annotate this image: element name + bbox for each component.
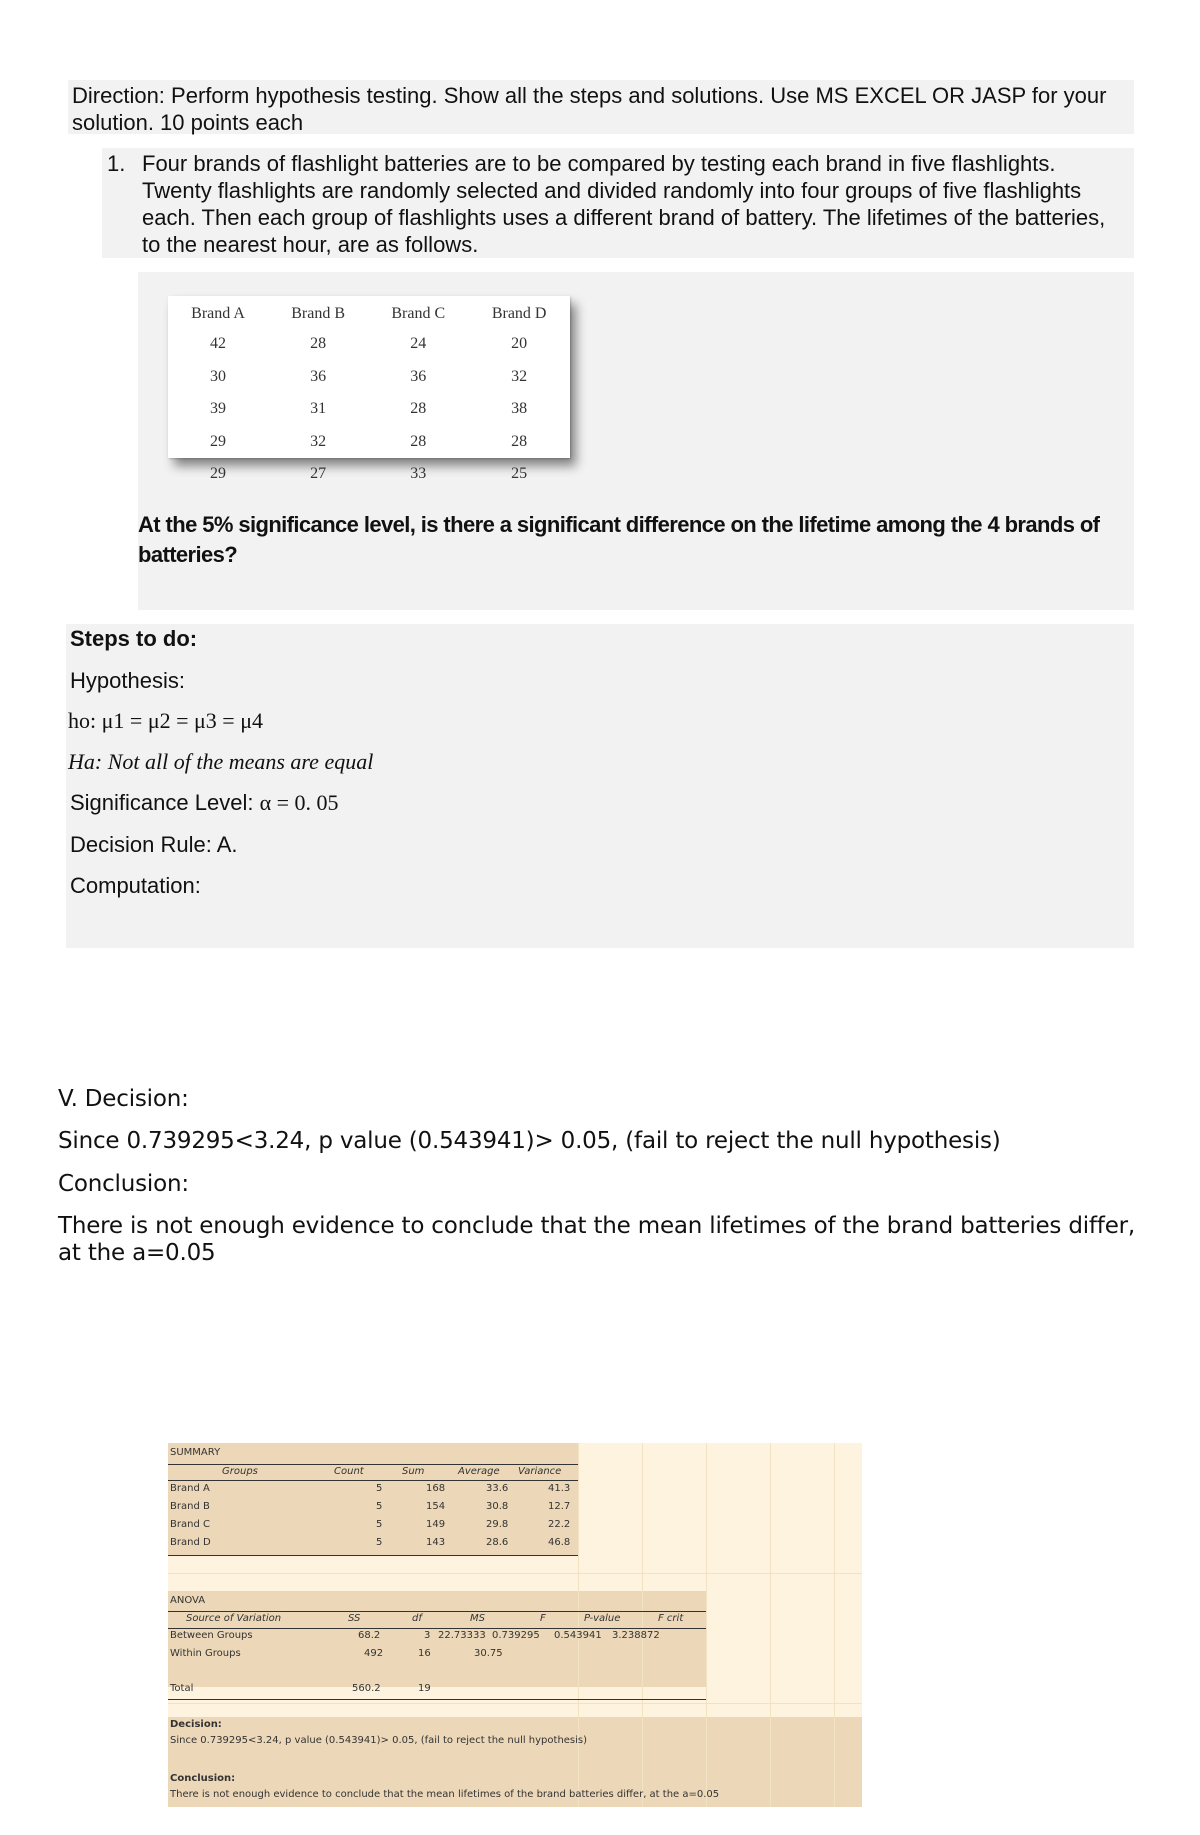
cell: 30: [210, 367, 227, 385]
summary-header-variance: Variance: [518, 1466, 562, 1477]
summary-sum: 149: [426, 1519, 446, 1530]
anova-row-fcrit: 3.238872: [612, 1630, 660, 1641]
cell: 28: [410, 432, 427, 450]
question-text: Four brands of flashlight batteries are to be compared by testing each brand in five flashlights. Twenty flashlights are randomly selected and divided randomly into four groups of five flashlights each. Then each group of flashlights uses a different brand of battery. The lifetimes of the batteries, to the nearest hour, are as follows.: [142, 151, 1106, 257]
table-row: [168, 426, 570, 459]
anova-header-fcrit: F crit: [658, 1613, 684, 1624]
anova-row-f: 0.739295: [492, 1630, 540, 1641]
summary-variance: 41.3: [548, 1483, 571, 1494]
data-table-section: [138, 272, 1134, 610]
cell: 28: [410, 400, 427, 418]
summary-average: 30.8: [486, 1501, 509, 1512]
anova-row-source: Within Groups: [170, 1648, 241, 1659]
anova-row-df: 3: [424, 1630, 431, 1641]
question-prompt: At the 5% significance level, is there a significant difference on the lifetime among the 4 brands of batteries?: [138, 512, 1100, 567]
cell: 20: [511, 335, 528, 353]
summary-count: 5: [376, 1483, 383, 1494]
steps-title: Steps to do:: [70, 626, 198, 651]
summary-sum: 143: [426, 1537, 446, 1548]
cell: 25: [511, 465, 528, 483]
header-brand-a: Brand A: [191, 305, 245, 322]
table-row: [168, 458, 570, 491]
conclusion-heading: Conclusion:: [58, 1171, 189, 1197]
summary-title: SUMMARY: [170, 1447, 221, 1458]
anova-row-pvalue: 0.543941: [554, 1630, 602, 1641]
summary-variance: 12.7: [548, 1501, 571, 1512]
decision-text: Since 0.739295<3.24, p value (0.543941)> 0.05, (fail to reject the null hypothesis): [58, 1128, 1001, 1154]
summary-average: 28.6: [486, 1537, 509, 1548]
summary-header-average: Average: [458, 1466, 500, 1477]
summary-header-count: Count: [334, 1466, 364, 1477]
significance-level: [70, 790, 339, 816]
summary-header-groups: Groups: [222, 1466, 258, 1477]
cell: 28: [310, 335, 327, 353]
anova-header-pvalue: P-value: [584, 1613, 621, 1624]
cell: 36: [410, 367, 427, 385]
header-brand-c: Brand C: [391, 305, 446, 322]
anova-total-df: 19: [418, 1683, 431, 1694]
table-row: [168, 328, 570, 361]
anova-row-ms: 22.73333: [438, 1630, 486, 1641]
excel-decision-label: Decision:: [170, 1719, 222, 1730]
excel-conclusion-text: There is not enough evidence to conclude that the mean lifetimes of the brand batteries differ, at the a=0.05: [170, 1789, 720, 1800]
cell: 32: [511, 367, 528, 385]
summary-count: 5: [376, 1501, 383, 1512]
summary-average: 29.8: [486, 1519, 509, 1530]
summary-group-name: Brand B: [170, 1501, 210, 1512]
cell: 29: [210, 432, 227, 450]
anova-row-source: Between Groups: [170, 1630, 253, 1641]
anova-header-f: F: [540, 1613, 546, 1624]
table-row: [168, 393, 570, 426]
question-1: [102, 148, 1134, 258]
summary-average: 33.6: [486, 1483, 509, 1494]
cell: 39: [210, 400, 227, 418]
summary-header-sum: Sum: [402, 1466, 425, 1477]
hypothesis-label: Hypothesis:: [70, 668, 185, 693]
table-row: [168, 361, 570, 394]
summary-sum: 154: [426, 1501, 446, 1512]
cell: 42: [210, 335, 227, 353]
anova-header-ss: SS: [348, 1613, 361, 1624]
significance-value: α = 0. 05: [259, 790, 339, 815]
anova-row-ss: 492: [364, 1648, 384, 1659]
cell: 27: [310, 465, 327, 483]
cell: 29: [210, 465, 227, 483]
cell: 28: [511, 432, 528, 450]
summary-group-name: Brand A: [170, 1483, 210, 1494]
excel-decision-text: Since 0.739295<3.24, p value (0.543941)> 0.05, (fail to reject the null hypothesis): [170, 1735, 588, 1746]
battery-lifetimes-table: [168, 296, 570, 483]
summary-block-bg: [168, 1443, 578, 1556]
anova-header-source: Source of Variation: [186, 1613, 282, 1624]
anova-header-df: df: [412, 1613, 422, 1624]
summary-group-name: Brand D: [170, 1537, 211, 1548]
question-number: 1.: [107, 151, 126, 176]
anova-row-df: 16: [418, 1648, 431, 1659]
anova-total-label: Total: [170, 1683, 194, 1694]
summary-count: 5: [376, 1537, 383, 1548]
anova-row-ss: 68.2: [358, 1630, 381, 1641]
cell: 33: [410, 465, 427, 483]
anova-row-ms: 30.75: [474, 1648, 503, 1659]
anova-title: ANOVA: [170, 1595, 206, 1606]
cell: 31: [310, 400, 327, 418]
anova-header-ms: MS: [470, 1613, 485, 1624]
conclusion-text: There is not enough evidence to conclude that the mean lifetimes of the brand batteries differ, at the a=0.05: [58, 1213, 1136, 1266]
header-brand-d: Brand D: [491, 305, 547, 322]
null-hypothesis: ho: μ1 = μ2 = μ3 = μ4: [68, 708, 264, 733]
computation-label: Computation:: [70, 873, 201, 898]
cell: 24: [410, 335, 427, 353]
cell: 38: [511, 400, 528, 418]
cell: 32: [310, 432, 327, 450]
excel-conclusion-label: Conclusion:: [170, 1773, 236, 1784]
alternative-hypothesis: Ha: Not all of the means are equal: [68, 749, 374, 774]
cell: 36: [310, 367, 327, 385]
header-brand-b: Brand B: [291, 305, 346, 322]
summary-group-name: Brand C: [170, 1519, 210, 1530]
decision-rule: Decision Rule: A.: [70, 832, 238, 857]
steps-section: [66, 624, 1134, 948]
significance-label: Significance Level:: [70, 790, 254, 815]
direction-text: Direction: Perform hypothesis testing. Show all the steps and solutions. Use MS EXCEL OR JASP for your solution. 10 points each: [68, 80, 1134, 134]
summary-count: 5: [376, 1519, 383, 1530]
anova-total-ss: 560.2: [352, 1683, 381, 1694]
summary-variance: 22.2: [548, 1519, 571, 1530]
excel-anova-output: [168, 1443, 862, 1807]
summary-sum: 168: [426, 1483, 446, 1494]
decision-heading: V. Decision:: [58, 1086, 189, 1112]
summary-variance: 46.8: [548, 1537, 571, 1548]
